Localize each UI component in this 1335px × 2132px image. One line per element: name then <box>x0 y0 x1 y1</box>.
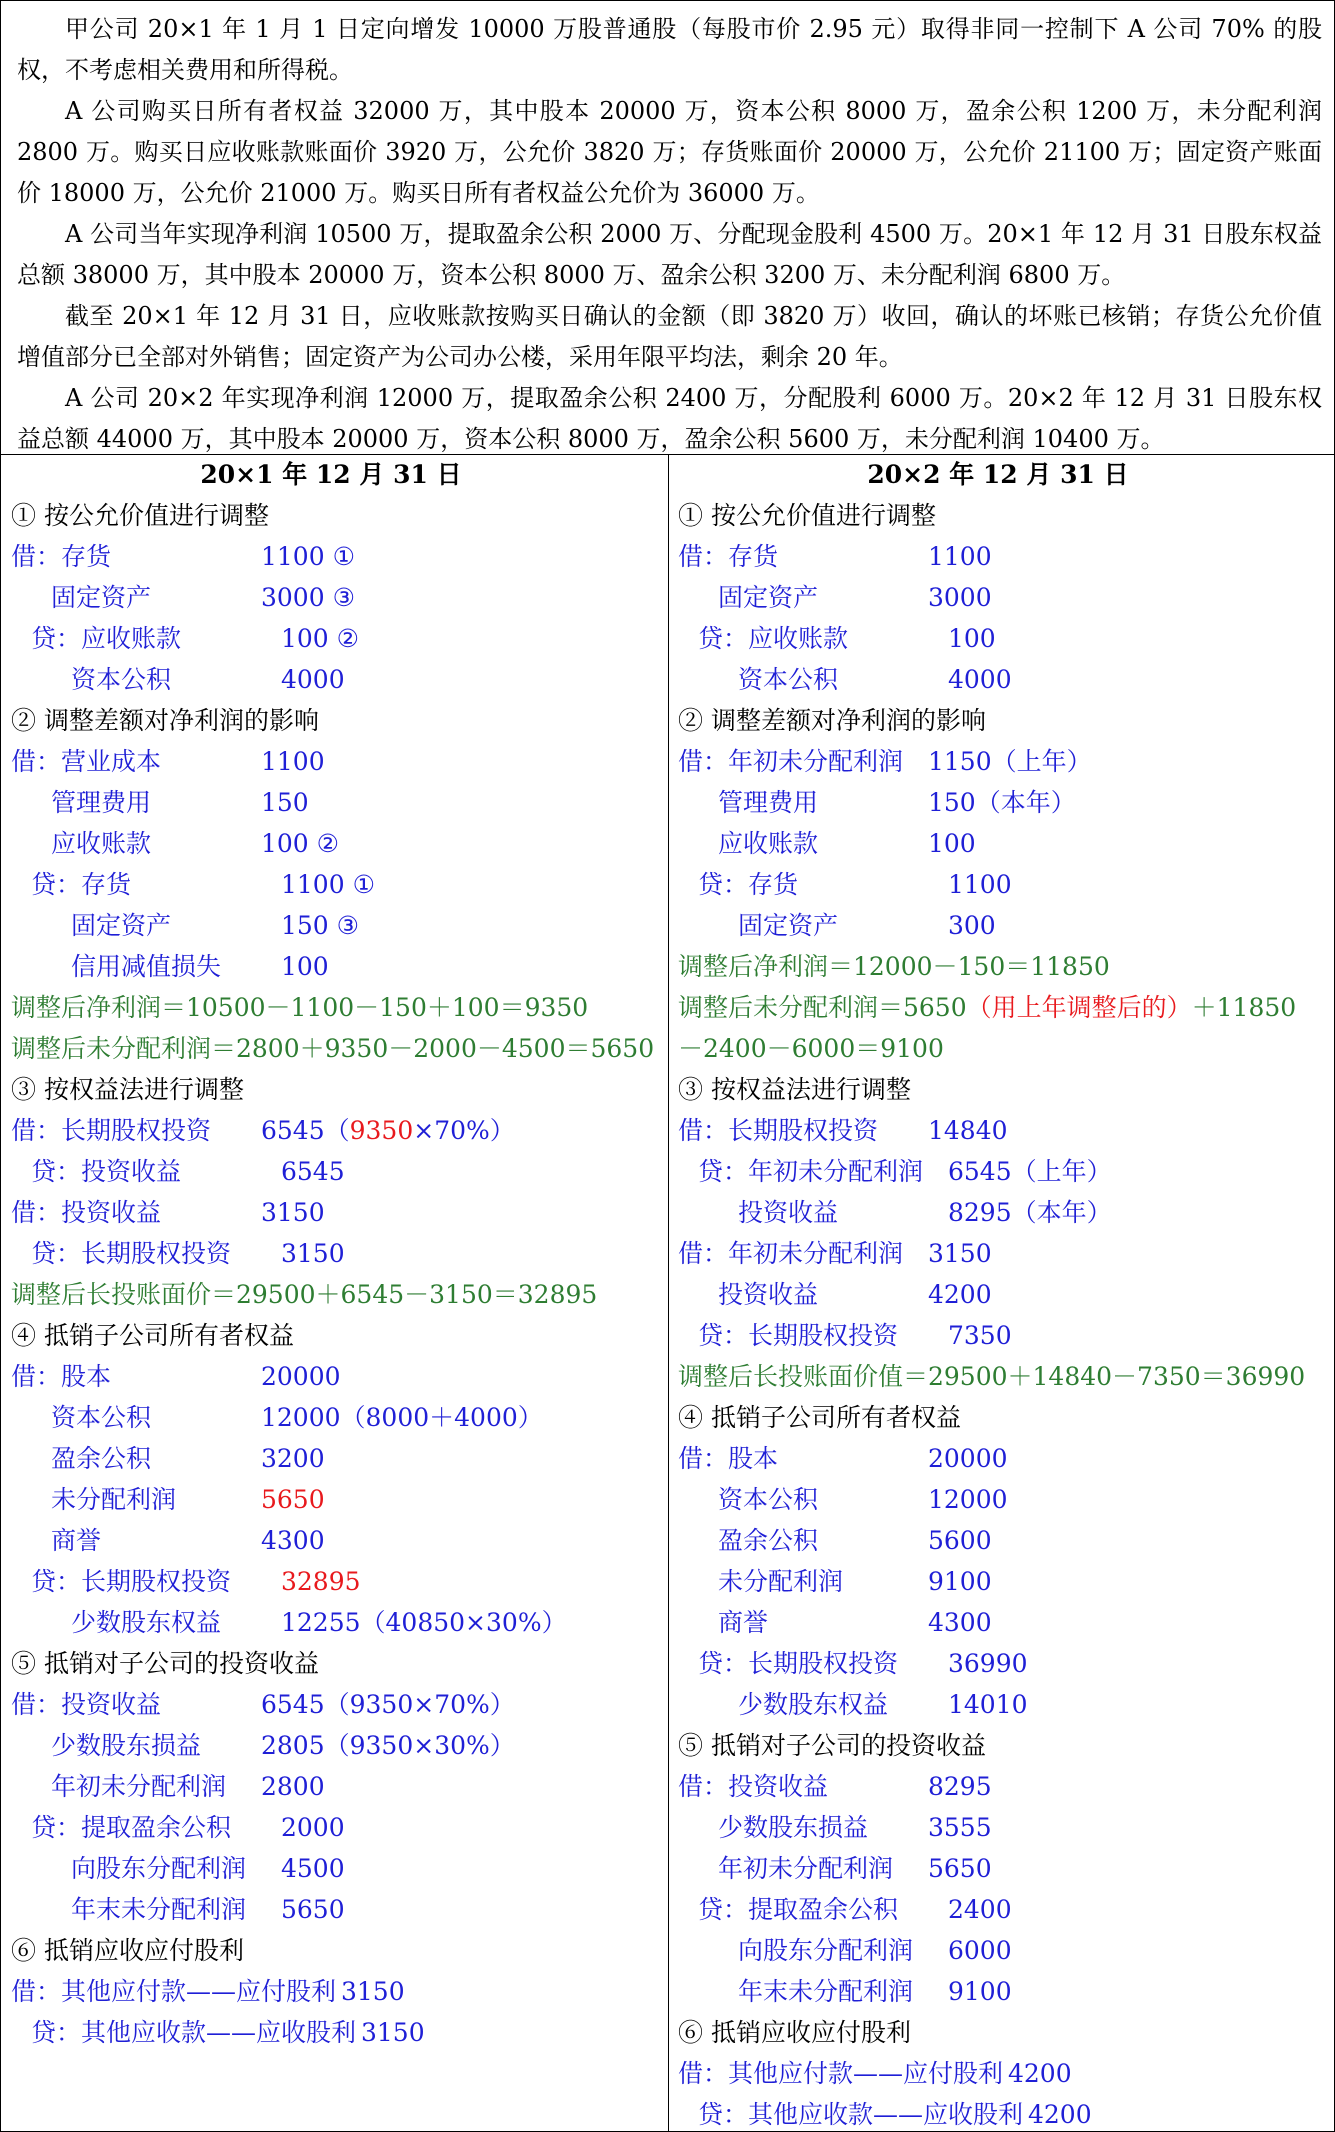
journal-entry-line <box>678 1971 1335 2012</box>
amount <box>281 864 375 905</box>
intro-paragraph: 甲公司 20×1 年 1 月 1 日定向增发 10000 万股普通股（每股市价 2.95 元）取得非同一控制下 A 公司 70% 的股权，不考虑相关费用和所得税。 <box>17 15 1322 84</box>
account-name: 贷：提取盈余公积 <box>698 1895 899 1924</box>
journal-entry-line <box>678 1479 1335 1520</box>
amount <box>281 1151 345 1192</box>
journal-entry-line <box>11 1848 671 1889</box>
calculation-part: 调整后长投账面价值＝29500＋14840－7350＝36990 <box>678 1362 1306 1391</box>
journal-entry-line <box>678 1684 1335 1725</box>
calculation-line <box>678 1028 1335 1069</box>
journal-entry-line <box>678 864 1335 905</box>
account-name: 向股东分配利润 <box>71 1854 247 1883</box>
amount <box>261 577 355 618</box>
calculation-text <box>678 1028 944 1069</box>
journal-entry-line <box>678 2094 1335 2132</box>
amount-value: 6000 <box>948 1936 1012 1965</box>
amount <box>948 659 1012 700</box>
account-name: 少数股东权益 <box>738 1690 889 1719</box>
amount-value: 3150 <box>928 1239 992 1268</box>
calculation-part: 调整后未分配利润＝2800＋9350－2000－4500＝5650 <box>11 1034 655 1063</box>
calculation-text <box>678 987 1296 1028</box>
amount <box>261 1684 515 1725</box>
amount-value: ×70%） <box>413 1116 515 1145</box>
amount-value: 3000 <box>928 583 992 612</box>
amount <box>261 823 339 864</box>
amount <box>361 2012 425 2053</box>
account-name: 借：其他应付款——应付股利 <box>11 1977 337 2006</box>
account-name: 借：投资收益 <box>678 1772 829 1801</box>
section-heading <box>11 1930 671 1971</box>
account-name: 向股东分配利润 <box>738 1936 914 1965</box>
journal-entry-line <box>678 1602 1335 1643</box>
calculation-part: 调整后净利润＝12000－150＝11850 <box>678 952 1110 981</box>
amount-value: 5600 <box>928 1526 992 1555</box>
amount-value: 100 <box>928 829 976 858</box>
account-name: 借：其他应付款——应付股利 <box>678 2059 1004 2088</box>
amount <box>948 905 996 946</box>
account-name: 借：投资收益 <box>11 1690 162 1719</box>
account-name: 投资收益 <box>718 1280 819 1309</box>
calculation-line <box>11 1028 671 1069</box>
account-name: 借：年初未分配利润 <box>678 1239 904 1268</box>
account-name: 年末未分配利润 <box>738 1977 914 2006</box>
section-heading-text: ② 调整差额对净利润的影响 <box>678 706 986 735</box>
amount <box>261 1110 515 1151</box>
amount <box>928 577 992 618</box>
amount-value: 150 <box>261 788 309 817</box>
amount <box>1028 2094 1092 2132</box>
amount <box>261 741 325 782</box>
amount <box>928 1602 992 1643</box>
amount <box>281 1807 345 1848</box>
amount-value: 1100 <box>261 747 325 776</box>
amount <box>928 1233 992 1274</box>
account-name: 贷：应收账款 <box>31 624 182 653</box>
amount-value: 6545（ <box>261 1116 350 1145</box>
section-heading <box>678 700 1335 741</box>
problem-statement <box>17 9 1322 460</box>
journal-entry-line <box>11 1151 671 1192</box>
account-name: 资本公积 <box>738 665 839 694</box>
amount <box>281 618 359 659</box>
amount-value: 6545 <box>281 1157 345 1186</box>
journal-entry-line <box>678 536 1335 577</box>
amount-value: 6545（9350×70%） <box>261 1690 515 1719</box>
amount-highlight: 9350 <box>349 1116 414 1145</box>
account-name: 贷：投资收益 <box>31 1157 182 1186</box>
account-name: 借：存货 <box>11 542 112 571</box>
amount <box>928 536 992 577</box>
account-name: 贷：长期股权投资 <box>698 1321 899 1350</box>
intro-paragraph: A 公司当年实现净利润 10500 万，提取盈余公积 2000 万、分配现金股利 4500 万。20×1 年 12 月 31 日股东权益总额 38000 万，其中股本 20000 万，资本公积 8000 万、盈余公积 3200 万、未分配利润 6800 万。 <box>17 220 1322 289</box>
amount <box>261 1192 325 1233</box>
journal-entry-line <box>11 577 671 618</box>
journal-entry-line <box>11 905 671 946</box>
account-name: 固定资产 <box>718 583 819 612</box>
amount <box>928 1807 992 1848</box>
account-name: 借：股本 <box>678 1444 779 1473</box>
journal-entry-line <box>678 1848 1335 1889</box>
account-name: 借：年初未分配利润 <box>678 747 904 776</box>
amount-value: 150（本年） <box>928 788 1076 817</box>
amount-value: 4300 <box>928 1608 992 1637</box>
account-name: 资本公积 <box>718 1485 819 1514</box>
amount <box>281 659 345 700</box>
journal-entry-line <box>11 1192 671 1233</box>
amount-value: 12255（40850×30%） <box>281 1608 567 1637</box>
calculation-text <box>11 1274 597 1315</box>
journal-entry-line <box>11 741 671 782</box>
amount-value: 4300 <box>261 1526 325 1555</box>
amount-value: 4200 <box>1008 2059 1072 2088</box>
account-name: 贷：长期股权投资 <box>31 1239 232 1268</box>
account-name: 未分配利润 <box>718 1567 844 1596</box>
calculation-part: 调整后未分配利润＝5650 <box>678 993 967 1022</box>
intro-paragraph: A 公司 20×2 年实现净利润 12000 万，提取盈余公积 2400 万，分配股利 6000 万。20×2 年 12 月 31 日股东权益总额 44000 万，其中股本 20000 万，资本公积 8000 万，盈余公积 5600 万，未分配利润 10400 万。 <box>17 384 1322 453</box>
amount <box>928 1479 1008 1520</box>
amount-value: 2400 <box>948 1895 1012 1924</box>
calculation-text <box>11 987 588 1028</box>
amount <box>1008 2053 1072 2094</box>
account-name: 管理费用 <box>51 788 152 817</box>
amount-value: 3150 <box>261 1198 325 1227</box>
journal-entry-line <box>11 1520 671 1561</box>
journal-entry-line <box>11 946 671 987</box>
year1-column <box>11 454 671 2132</box>
section-heading <box>11 1069 671 1110</box>
amount-value: 20000 <box>261 1362 341 1391</box>
amount-value: 9100 <box>948 1977 1012 2006</box>
journal-entry-line <box>11 1438 671 1479</box>
journal-entry-line <box>678 1192 1335 1233</box>
intro-paragraph: 截至 20×1 年 12 月 31 日，应收账款按购买日确认的金额（即 3820 万）收回，确认的坏账已核销；存货公允价值增值部分已全部对外销售；固定资产为公司办公楼，采用年限平均法，剩余 20 年。 <box>17 302 1322 371</box>
journal-entry-line <box>11 536 671 577</box>
amount <box>261 1356 341 1397</box>
amount-value: 3150 <box>341 1977 405 2006</box>
journal-entry-line <box>678 782 1335 823</box>
amount <box>928 1520 992 1561</box>
journal-entry-line <box>11 659 671 700</box>
account-name: 资本公积 <box>71 665 172 694</box>
amount <box>928 1274 992 1315</box>
account-name: 借：股本 <box>11 1362 112 1391</box>
section-heading-text: ④ 抵销子公司所有者权益 <box>11 1321 294 1350</box>
amount-value: 2805（9350×30%） <box>261 1731 515 1760</box>
calculation-line <box>678 1356 1335 1397</box>
account-name: 固定资产 <box>51 583 152 612</box>
amount-value: 14010 <box>948 1690 1028 1719</box>
journal-entry-line <box>11 1807 671 1848</box>
journal-entry-line <box>11 1602 671 1643</box>
calculation-text <box>678 1356 1305 1397</box>
year2-column-title: 20×2 年 12 月 31 日 <box>867 460 1129 489</box>
amount <box>261 1479 325 1520</box>
account-name: 盈余公积 <box>51 1444 152 1473</box>
journal-entry-line <box>11 1766 671 1807</box>
account-name: 管理费用 <box>718 788 819 817</box>
amount <box>928 741 1092 782</box>
account-name: 应收账款 <box>718 829 819 858</box>
account-name: 盈余公积 <box>718 1526 819 1555</box>
journal-entry-line <box>678 1315 1335 1356</box>
amount-value: 100 <box>948 624 996 653</box>
account-name: 借：长期股权投资 <box>11 1116 212 1145</box>
amount <box>928 823 976 864</box>
amount-value: 5650 <box>281 1895 345 1924</box>
calculation-line <box>678 946 1335 987</box>
section-heading-text: ⑥ 抵销应收应付股利 <box>678 2018 911 2047</box>
amount <box>261 1725 515 1766</box>
amount-value: 4200 <box>928 1280 992 1309</box>
section-heading <box>678 2012 1335 2053</box>
account-name: 贷：长期股权投资 <box>698 1649 899 1678</box>
section-heading-text: ② 调整差额对净利润的影响 <box>11 706 319 735</box>
amount <box>281 1889 345 1930</box>
journal-entry-line <box>678 1520 1335 1561</box>
section-heading <box>11 700 671 741</box>
account-name: 贷：应收账款 <box>698 624 849 653</box>
journal-entry-line <box>11 1561 671 1602</box>
journal-entry-line <box>678 1643 1335 1684</box>
calculation-line <box>11 1274 671 1315</box>
amount-value: 100 <box>281 952 329 981</box>
calculation-line <box>678 987 1335 1028</box>
account-name: 未分配利润 <box>51 1485 177 1514</box>
amount-value: 4500 <box>281 1854 345 1883</box>
section-heading-text: ③ 按权益法进行调整 <box>678 1075 911 1104</box>
account-name: 借：投资收益 <box>11 1198 162 1227</box>
amount-value: 1100 ① <box>261 542 355 571</box>
journal-entry-line <box>11 1889 671 1930</box>
account-name: 年初未分配利润 <box>718 1854 894 1883</box>
amount <box>261 1520 325 1561</box>
amount <box>928 1848 992 1889</box>
journal-entry-line <box>11 1971 671 2012</box>
amount <box>948 1315 1012 1356</box>
section-heading <box>678 495 1335 536</box>
calculation-text <box>11 1028 654 1069</box>
journal-entry-line <box>11 823 671 864</box>
amount <box>281 1848 345 1889</box>
account-name: 贷：提取盈余公积 <box>31 1813 232 1842</box>
amount-value: 6545（上年） <box>948 1157 1112 1186</box>
amount-value: 100 ② <box>261 829 340 858</box>
journal-entry-line <box>678 659 1335 700</box>
amount <box>928 1110 1008 1151</box>
journal-entry-line <box>11 1684 671 1725</box>
section-heading <box>678 1397 1335 1438</box>
amount-value: 150 ③ <box>281 911 360 940</box>
amount-value: 3150 <box>281 1239 345 1268</box>
amount-value: 12000 <box>928 1485 1008 1514</box>
section-heading-text: ① 按公允价值进行调整 <box>11 501 269 530</box>
journal-entry-line <box>678 1274 1335 1315</box>
account-name: 固定资产 <box>738 911 839 940</box>
amount-value: 2800 <box>261 1772 325 1801</box>
section-heading-text: ⑤ 抵销对子公司的投资收益 <box>11 1649 319 1678</box>
journal-entry-line <box>11 618 671 659</box>
amount-value: 5650 <box>928 1854 992 1883</box>
journal-entry-line <box>11 1233 671 1274</box>
journal-entry-line <box>11 1356 671 1397</box>
calculation-part: ＋11850 <box>1191 993 1297 1022</box>
account-name: 信用减值损失 <box>71 952 222 981</box>
amount-value: 1100 <box>928 542 992 571</box>
amount <box>281 1602 567 1643</box>
account-name: 投资收益 <box>738 1198 839 1227</box>
calculation-note: （用上年调整后的） <box>966 993 1192 1022</box>
amount <box>261 1438 325 1479</box>
amount-value: 4000 <box>948 665 1012 694</box>
amount-value: 8295（本年） <box>948 1198 1112 1227</box>
amount <box>928 1766 992 1807</box>
journal-entry-line <box>678 1930 1335 1971</box>
amount <box>928 1561 992 1602</box>
amount-highlight: 32895 <box>281 1567 361 1596</box>
year2-column <box>678 454 1335 2132</box>
journal-entry-line <box>678 741 1335 782</box>
journal-entry-line <box>11 1479 671 1520</box>
journal-entry-line <box>678 1807 1335 1848</box>
amount-value: 2000 <box>281 1813 345 1842</box>
calculation-part: －2400－6000＝9100 <box>678 1034 944 1063</box>
section-heading-text: ④ 抵销子公司所有者权益 <box>678 1403 961 1432</box>
account-name: 年初未分配利润 <box>51 1772 227 1801</box>
section-heading <box>11 1315 671 1356</box>
amount-value: 3000 ③ <box>261 583 355 612</box>
account-name: 贷：其他应收款——应收股利 <box>31 2018 357 2047</box>
amount-value: 7350 <box>948 1321 1012 1350</box>
amount <box>341 1971 405 2012</box>
amount <box>261 1766 325 1807</box>
calculation-line <box>11 987 671 1028</box>
calculation-text <box>678 946 1110 987</box>
account-name: 借：长期股权投资 <box>678 1116 879 1145</box>
amount <box>948 618 996 659</box>
journal-entry-line <box>678 1766 1335 1807</box>
account-name: 贷：存货 <box>698 870 799 899</box>
account-name: 商誉 <box>51 1526 102 1555</box>
amount-value: 12000（8000＋4000） <box>261 1403 543 1432</box>
journal-entry-line <box>678 577 1335 618</box>
journal-entry-line <box>678 618 1335 659</box>
amount <box>281 1233 345 1274</box>
account-name: 少数股东损益 <box>51 1731 202 1760</box>
amount-value: 4200 <box>1028 2100 1092 2129</box>
section-heading <box>678 1069 1335 1110</box>
amount-highlight: 5650 <box>261 1485 325 1514</box>
amount <box>281 905 359 946</box>
amount <box>261 1397 543 1438</box>
account-name: 借：营业成本 <box>11 747 162 776</box>
amount <box>281 946 329 987</box>
amount-value: 36990 <box>948 1649 1028 1678</box>
journal-entry-line <box>11 1725 671 1766</box>
account-name: 贷：长期股权投资 <box>31 1567 232 1596</box>
account-name: 固定资产 <box>71 911 172 940</box>
journal-entry-line <box>678 1438 1335 1479</box>
section-heading <box>11 495 671 536</box>
section-heading-text: ⑥ 抵销应收应付股利 <box>11 1936 244 1965</box>
journal-entry-line <box>11 864 671 905</box>
amount <box>928 1438 1008 1479</box>
amount-value: 3200 <box>261 1444 325 1473</box>
amount-value: 1100 ① <box>281 870 375 899</box>
account-name: 借：存货 <box>678 542 779 571</box>
amount <box>261 782 309 823</box>
section-heading-text: ⑤ 抵销对子公司的投资收益 <box>678 1731 986 1760</box>
journal-entry-line <box>678 1151 1335 1192</box>
amount <box>948 1643 1028 1684</box>
journal-entry-line <box>678 905 1335 946</box>
account-name: 资本公积 <box>51 1403 152 1432</box>
amount-value: 8295 <box>928 1772 992 1801</box>
intro-paragraph: A 公司购买日所有者权益 32000 万，其中股本 20000 万，资本公积 8000 万，盈余公积 1200 万，未分配利润 2800 万。购买日应收账款账面价 3920 万，公允价 3820 万；存货账面价 20000 万，公允价 21100 万；固定资产账面价 18000 万，公允价 21000 万。购买日所有者权益公允价为 36000 万。 <box>17 97 1322 207</box>
journal-entry-line <box>11 2012 671 2053</box>
journal-entry-line <box>678 1889 1335 1930</box>
journal-entry-line <box>678 1561 1335 1602</box>
section-heading <box>678 1725 1335 1766</box>
amount <box>261 536 355 577</box>
amount <box>948 1684 1028 1725</box>
amount-value: 3555 <box>928 1813 992 1842</box>
amount <box>948 1151 1112 1192</box>
journal-entry-line <box>678 1233 1335 1274</box>
section-heading-text: ① 按公允价值进行调整 <box>678 501 936 530</box>
account-name: 商誉 <box>718 1608 769 1637</box>
section-heading-text: ③ 按权益法进行调整 <box>11 1075 244 1104</box>
amount-value: 20000 <box>928 1444 1008 1473</box>
amount <box>948 1930 1012 1971</box>
journal-entry-line <box>678 1110 1335 1151</box>
calculation-part: 调整后净利润＝10500－1100－150＋100＝9350 <box>11 993 589 1022</box>
amount-value: 4000 <box>281 665 345 694</box>
journal-entry-line <box>11 782 671 823</box>
amount-value: 100 ② <box>281 624 360 653</box>
journal-entry-line <box>678 2053 1335 2094</box>
amount <box>948 1192 1112 1233</box>
amount-value: 1150（上年） <box>928 747 1092 776</box>
account-name: 少数股东损益 <box>718 1813 869 1842</box>
section-heading <box>11 1643 671 1684</box>
journal-entry-line <box>11 1110 671 1151</box>
calculation-part: 调整后长投账面价＝29500＋6545－3150＝32895 <box>11 1280 598 1309</box>
amount <box>281 1561 361 1602</box>
amount <box>948 1971 1012 2012</box>
account-name: 贷：年初未分配利润 <box>698 1157 924 1186</box>
journal-entry-line <box>11 1397 671 1438</box>
amount-value: 300 <box>948 911 996 940</box>
amount-value: 9100 <box>928 1567 992 1596</box>
account-name: 贷：存货 <box>31 870 132 899</box>
account-name: 应收账款 <box>51 829 152 858</box>
amount <box>948 1889 1012 1930</box>
year1-column-title: 20×1 年 12 月 31 日 <box>200 460 462 489</box>
account-name: 年末未分配利润 <box>71 1895 247 1924</box>
account-name: 贷：其他应收款——应收股利 <box>698 2100 1024 2129</box>
amount <box>928 782 1076 823</box>
amount-value: 14840 <box>928 1116 1008 1145</box>
amount-value: 1100 <box>948 870 1012 899</box>
account-name: 少数股东权益 <box>71 1608 222 1637</box>
amount-value: 3150 <box>361 2018 425 2047</box>
amount <box>948 864 1012 905</box>
journal-entry-line <box>678 823 1335 864</box>
